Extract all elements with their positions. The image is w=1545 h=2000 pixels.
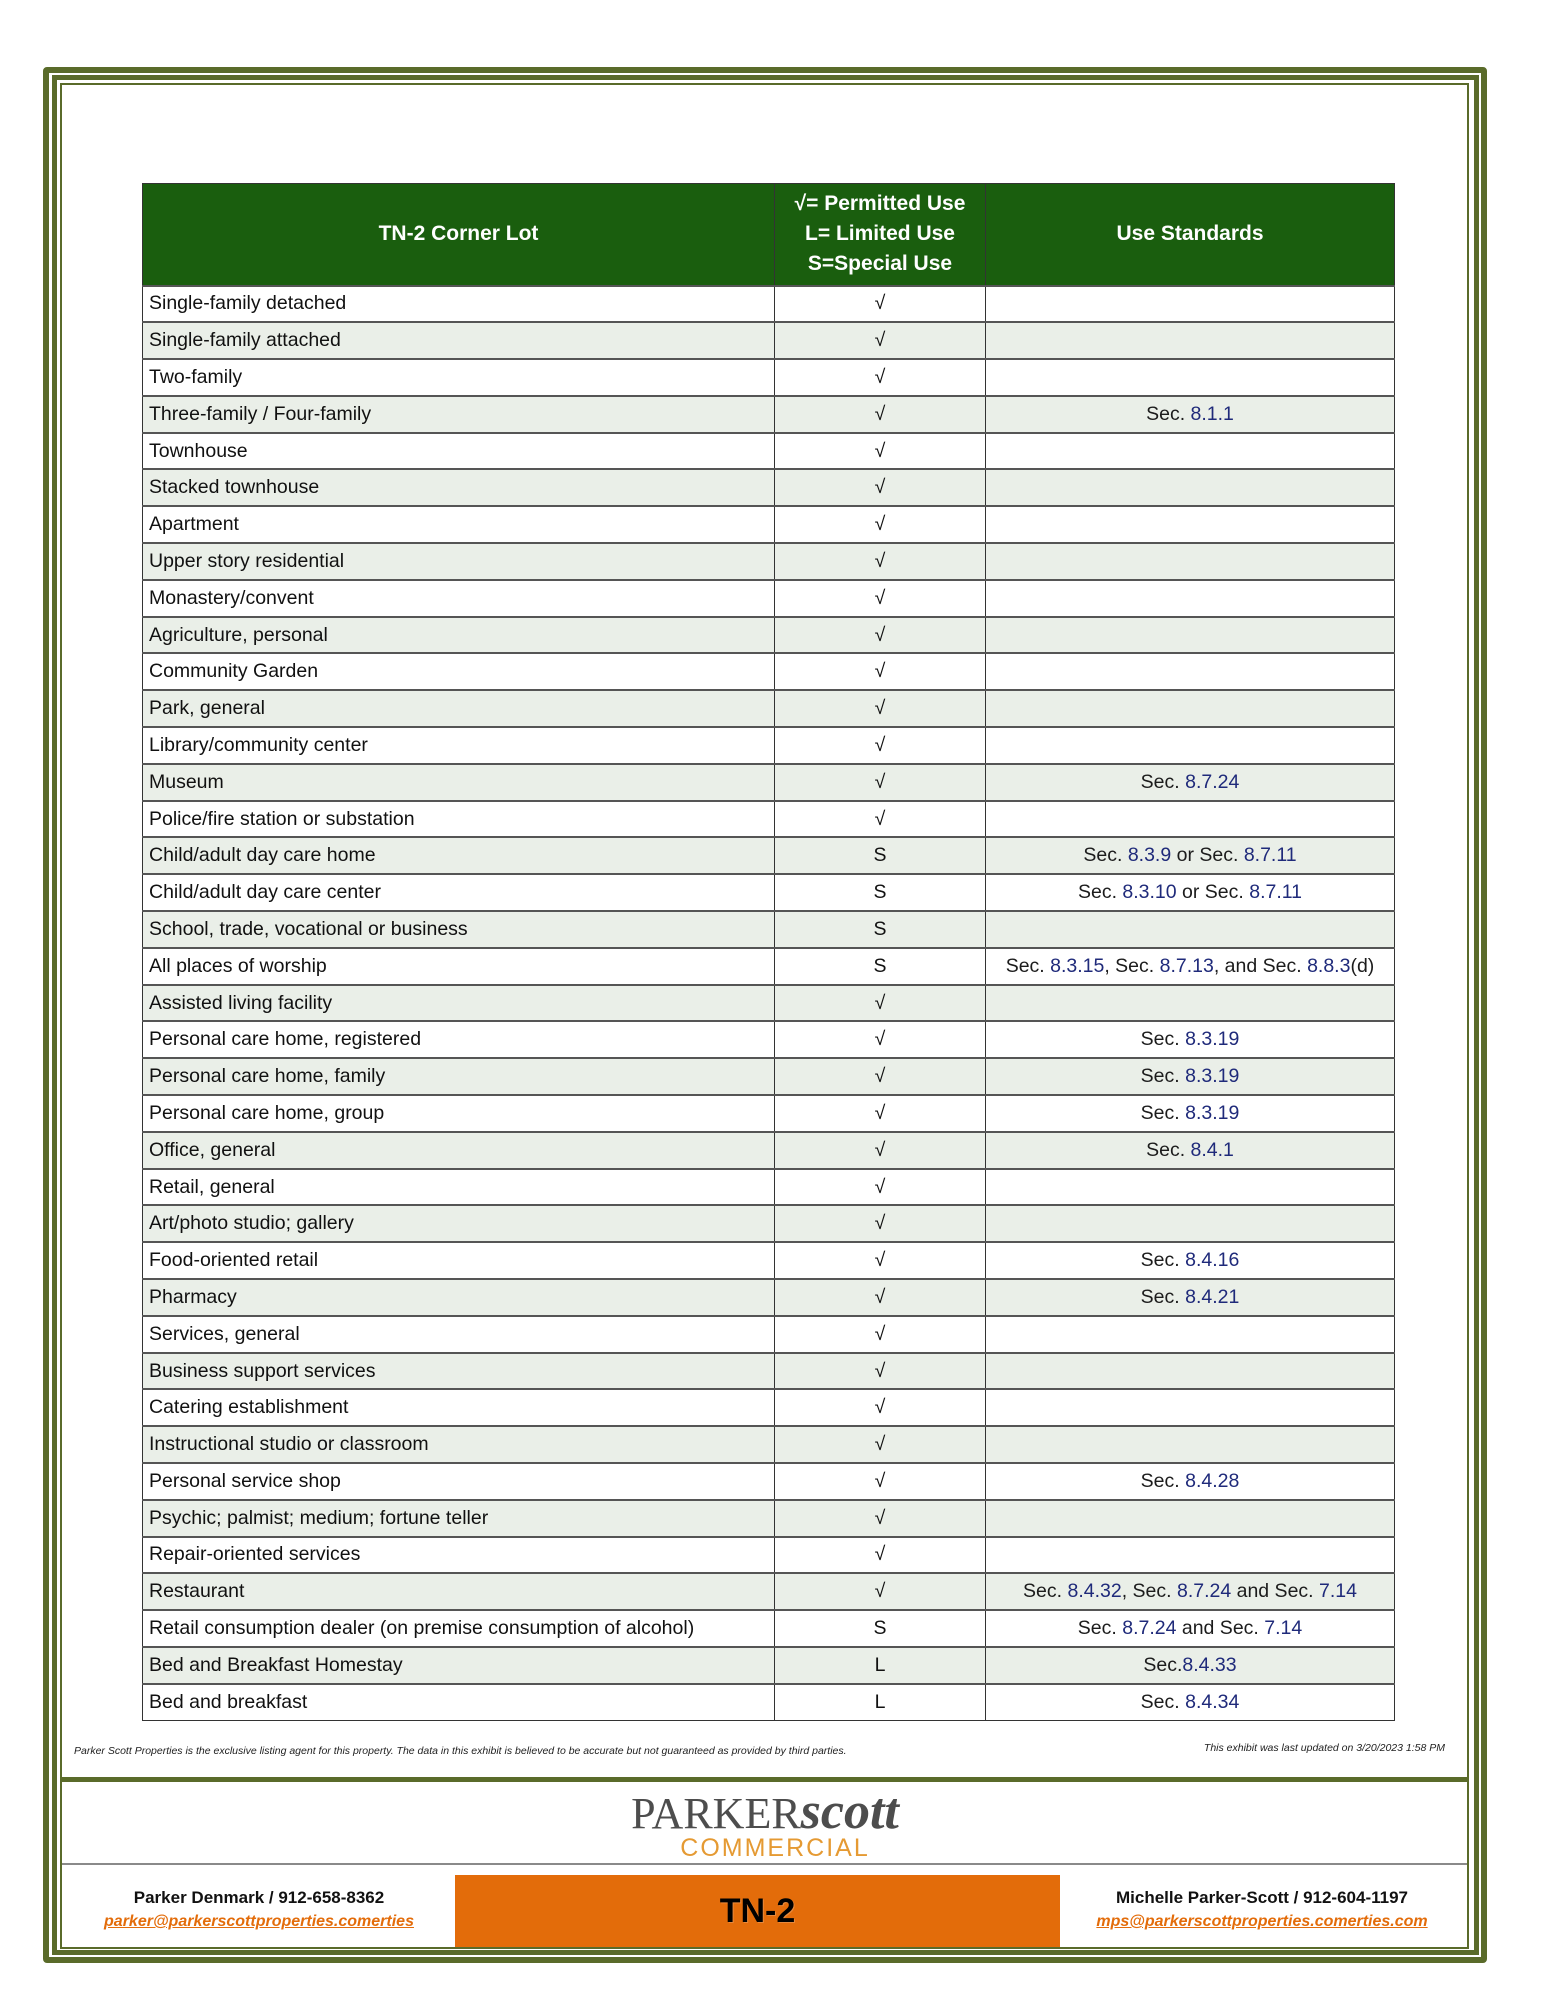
section-reference: 7.14 [1319, 1580, 1357, 1603]
use-cell: Services, general [143, 1316, 775, 1353]
permission-code-cell: √ [775, 1537, 986, 1574]
company-logo [600, 1783, 930, 1862]
disclaimer-text: Parker Scott Properties is the exclusive listing agent for this property. The data in this exhibit is believed to be accurate but not guaranteed as provided by third parties. [74, 1745, 847, 1757]
use-standards-cell: Sec.8.4.33 [986, 1647, 1395, 1684]
header-use-standards: Use Standards [986, 184, 1395, 286]
permission-code-cell: √ [775, 1389, 986, 1426]
use-cell: Food-oriented retail [143, 1242, 775, 1279]
table-row [143, 1610, 1395, 1647]
use-standards-cell: Sec. 8.4.32, Sec. 8.7.24 and Sec. 7.14 [986, 1573, 1395, 1610]
table-row [143, 985, 1395, 1022]
last-updated-text: This exhibit was last updated on 3/20/2023 1:58 PM [1203, 1742, 1445, 1754]
use-standards-cell [986, 617, 1395, 654]
section-reference: 8.4.33 [1182, 1653, 1237, 1676]
use-cell: Three-family / Four-family [143, 396, 775, 433]
use-cell: Personal service shop [143, 1463, 775, 1500]
permission-code-cell: √ [775, 1021, 986, 1058]
table-row [143, 1500, 1395, 1537]
table-row [143, 1353, 1395, 1390]
use-standards-cell [986, 469, 1395, 506]
section-reference: 8.4.16 [1185, 1249, 1240, 1272]
permission-code-cell: √ [775, 1573, 986, 1610]
section-reference: 8.8.3 [1307, 954, 1351, 977]
permission-code-cell: √ [775, 1279, 986, 1316]
permission-code-cell: L [775, 1684, 986, 1721]
use-cell: Townhouse [143, 433, 775, 470]
permission-code-cell: √ [775, 580, 986, 617]
table-row [143, 1647, 1395, 1684]
footer-divider [60, 1777, 1469, 1782]
use-standards-cell [986, 1353, 1395, 1390]
table-row [143, 1463, 1395, 1500]
use-table [142, 183, 1395, 1721]
use-cell: Restaurant [143, 1573, 775, 1610]
legend-permitted: √= Permitted Use [794, 192, 966, 216]
use-standards-cell [986, 801, 1395, 838]
section-reference: 8.3.10 [1122, 881, 1177, 904]
table-row [143, 543, 1395, 580]
section-reference: 8.3.19 [1185, 1101, 1240, 1124]
use-cell: Personal care home, group [143, 1095, 775, 1132]
use-standards-cell [986, 286, 1395, 323]
use-standards-cell: Sec. 8.1.1 [986, 396, 1395, 433]
table-row [143, 1684, 1395, 1721]
legend-special: S=Special Use [807, 252, 953, 276]
header-use: TN-2 Corner Lot [143, 184, 775, 286]
permission-code-cell: √ [775, 286, 986, 323]
permission-code-cell: S [775, 1610, 986, 1647]
permission-code-cell: √ [775, 727, 986, 764]
right-contact-email-link[interactable]: mps@parkerscottproperties.comerties.com [1096, 1913, 1428, 1930]
section-reference: 7.14 [1264, 1617, 1303, 1640]
use-standards-cell [986, 911, 1395, 948]
table-row [143, 1095, 1395, 1132]
table-row [143, 396, 1395, 433]
permission-code-cell: √ [775, 653, 986, 690]
permission-code-cell: √ [775, 764, 986, 801]
table-row [143, 506, 1395, 543]
permission-code-cell: L [775, 1647, 986, 1684]
table-row [143, 1573, 1395, 1610]
section-reference: 8.4.32 [1067, 1580, 1122, 1603]
permission-code-cell: √ [775, 1463, 986, 1500]
use-cell: Instructional studio or classroom [143, 1426, 775, 1463]
use-standards-cell: Sec. 8.3.19 [986, 1058, 1395, 1095]
use-standards-cell: Sec. 8.4.21 [986, 1279, 1395, 1316]
use-standards-cell [986, 1169, 1395, 1206]
section-reference: 8.7.11 [1243, 844, 1297, 867]
use-cell: Park, general [143, 690, 775, 727]
use-standards-cell [986, 985, 1395, 1022]
table-row [143, 1537, 1395, 1574]
zone-label: TN-2 [719, 1891, 796, 1930]
permission-code-cell: √ [775, 359, 986, 396]
permission-code-cell: √ [775, 1353, 986, 1390]
use-cell: All places of worship [143, 948, 775, 985]
use-cell: Agriculture, personal [143, 617, 775, 654]
permission-code-cell: √ [775, 1169, 986, 1206]
use-cell: Single-family detached [143, 286, 775, 323]
use-standards-cell: Sec. 8.4.28 [986, 1463, 1395, 1500]
table-row [143, 433, 1395, 470]
table-row [143, 1205, 1395, 1242]
left-contact-name: Parker Denmark / 912-658-8362 [133, 1888, 385, 1907]
use-standards-cell [986, 653, 1395, 690]
table-row [143, 874, 1395, 911]
permission-code-cell: √ [775, 322, 986, 359]
use-cell: Apartment [143, 506, 775, 543]
use-cell: Bed and Breakfast Homestay [143, 1647, 775, 1684]
permission-code-cell: √ [775, 1426, 986, 1463]
use-cell: Stacked townhouse [143, 469, 775, 506]
table-row [143, 1426, 1395, 1463]
use-standards-cell [986, 1205, 1395, 1242]
use-cell: Art/photo studio; gallery [143, 1205, 775, 1242]
section-reference: 8.7.13 [1159, 954, 1214, 977]
header-code-legend [775, 184, 986, 286]
use-standards-cell [986, 1389, 1395, 1426]
table-row [143, 911, 1395, 948]
section-reference: 8.4.28 [1185, 1469, 1240, 1492]
permission-code-cell: S [775, 948, 986, 985]
use-cell: Museum [143, 764, 775, 801]
zone-label-box [455, 1875, 1060, 1947]
table-row [143, 764, 1395, 801]
permission-code-cell: √ [775, 1205, 986, 1242]
use-cell: Bed and breakfast [143, 1684, 775, 1721]
use-standards-cell [986, 1426, 1395, 1463]
section-reference: 8.4.21 [1185, 1285, 1240, 1308]
use-standards-cell: Sec. 8.3.19 [986, 1095, 1395, 1132]
use-cell: School, trade, vocational or business [143, 911, 775, 948]
table-header-row [143, 184, 1395, 286]
permission-code-cell: √ [775, 617, 986, 654]
permission-code-cell: S [775, 911, 986, 948]
use-cell: Retail consumption dealer (on premise consumption of alcohol) [143, 1610, 775, 1647]
permission-code-cell: √ [775, 690, 986, 727]
table-row [143, 1169, 1395, 1206]
permission-code-cell: √ [775, 433, 986, 470]
table-body [143, 286, 1395, 1721]
left-contact [64, 1886, 454, 1934]
use-cell: Business support services [143, 1353, 775, 1390]
table-row [143, 322, 1395, 359]
permission-code-cell: √ [775, 1316, 986, 1353]
use-cell: Community Garden [143, 653, 775, 690]
table-row [143, 469, 1395, 506]
use-standards-cell [986, 543, 1395, 580]
permission-code-cell: √ [775, 396, 986, 433]
use-standards-cell: Sec. 8.3.9 or Sec. 8.7.11 [986, 837, 1395, 874]
section-reference: 8.3.19 [1185, 1028, 1240, 1051]
use-cell: Monastery/convent [143, 580, 775, 617]
section-reference: 8.7.24 [1185, 770, 1240, 793]
table-row [143, 1058, 1395, 1095]
permission-code-cell: √ [775, 506, 986, 543]
table-row [143, 580, 1395, 617]
table-row [143, 1389, 1395, 1426]
table-row [143, 1132, 1395, 1169]
use-standards-cell: Sec. 8.7.24 [986, 764, 1395, 801]
permission-code-cell: S [775, 874, 986, 911]
use-cell: Retail, general [143, 1169, 775, 1206]
section-reference: 8.3.19 [1185, 1065, 1240, 1088]
use-standards-cell [986, 1316, 1395, 1353]
use-cell: Upper story residential [143, 543, 775, 580]
use-cell: Office, general [143, 1132, 775, 1169]
use-standards-cell [986, 359, 1395, 396]
table-row [143, 359, 1395, 396]
permission-code-cell: √ [775, 1095, 986, 1132]
use-cell: Psychic; palmist; medium; fortune teller [143, 1500, 775, 1537]
table-row [143, 948, 1395, 985]
use-standards-cell [986, 322, 1395, 359]
table-row [143, 690, 1395, 727]
use-cell: Child/adult day care home [143, 837, 775, 874]
section-reference: 8.3.9 [1127, 844, 1172, 867]
use-cell: Personal care home, registered [143, 1021, 775, 1058]
permission-code-cell: √ [775, 543, 986, 580]
use-standards-cell [986, 690, 1395, 727]
section-reference: 8.3.15 [1050, 954, 1105, 977]
logo-scott: scott [800, 1783, 899, 1840]
contact-divider [62, 1863, 1467, 1865]
right-contact-name: Michelle Parker-Scott / 912-604-1197 [1116, 1888, 1408, 1907]
use-cell: Assisted living facility [143, 985, 775, 1022]
logo-parker: PARKER [631, 1789, 801, 1838]
table-row [143, 1242, 1395, 1279]
table-row [143, 1316, 1395, 1353]
table-row [143, 617, 1395, 654]
use-cell: Catering establishment [143, 1389, 775, 1426]
use-cell: Police/fire station or substation [143, 801, 775, 838]
use-cell: Single-family attached [143, 322, 775, 359]
permission-code-cell: S [775, 837, 986, 874]
use-standards-cell: Sec. 8.3.10 or Sec. 8.7.11 [986, 874, 1395, 911]
use-cell: Child/adult day care center [143, 874, 775, 911]
table-row [143, 1021, 1395, 1058]
use-standards-cell: Sec. 8.4.34 [986, 1684, 1395, 1721]
permission-code-cell: √ [775, 1500, 986, 1537]
table-row [143, 727, 1395, 764]
use-standards-cell: Sec. 8.3.19 [986, 1021, 1395, 1058]
legend-limited: L= Limited Use [805, 222, 955, 246]
section-reference: 8.7.24 [1176, 1580, 1232, 1603]
use-cell: Two-family [143, 359, 775, 396]
use-standards-cell [986, 1537, 1395, 1574]
permission-code-cell: √ [775, 985, 986, 1022]
use-standards-cell [986, 727, 1395, 764]
use-standards-cell [986, 1500, 1395, 1537]
table-row [143, 286, 1395, 323]
section-reference: 8.7.11 [1249, 881, 1303, 904]
table-row [143, 1279, 1395, 1316]
use-standards-cell [986, 580, 1395, 617]
section-reference: 8.1.1 [1190, 402, 1234, 425]
permission-code-cell: √ [775, 801, 986, 838]
use-standards-cell: Sec. 8.7.24 and Sec. 7.14 [986, 1610, 1395, 1647]
permission-code-cell: √ [775, 1242, 986, 1279]
permission-code-cell: √ [775, 1058, 986, 1095]
table-row [143, 837, 1395, 874]
use-cell: Library/community center [143, 727, 775, 764]
use-cell: Personal care home, family [143, 1058, 775, 1095]
permission-code-cell: √ [775, 1132, 986, 1169]
use-standards-cell [986, 506, 1395, 543]
table-row [143, 653, 1395, 690]
use-standards-cell: Sec. 8.4.16 [986, 1242, 1395, 1279]
permission-code-cell: √ [775, 469, 986, 506]
right-contact [1062, 1886, 1462, 1934]
use-standards-cell: Sec. 8.3.15, Sec. 8.7.13, and Sec. 8.8.3(d) [986, 948, 1395, 985]
section-reference: 8.7.24 [1122, 1617, 1177, 1640]
section-reference: 8.4.34 [1185, 1690, 1240, 1713]
use-cell: Pharmacy [143, 1279, 775, 1316]
section-reference: 8.4.1 [1190, 1138, 1234, 1161]
logo-commercial: COMMERCIAL [680, 1834, 870, 1862]
table-row [143, 801, 1395, 838]
left-contact-email-link[interactable]: parker@parkerscottproperties.comerties [104, 1913, 414, 1930]
use-standards-cell [986, 433, 1395, 470]
use-cell: Repair-oriented services [143, 1537, 775, 1574]
use-standards-cell: Sec. 8.4.1 [986, 1132, 1395, 1169]
